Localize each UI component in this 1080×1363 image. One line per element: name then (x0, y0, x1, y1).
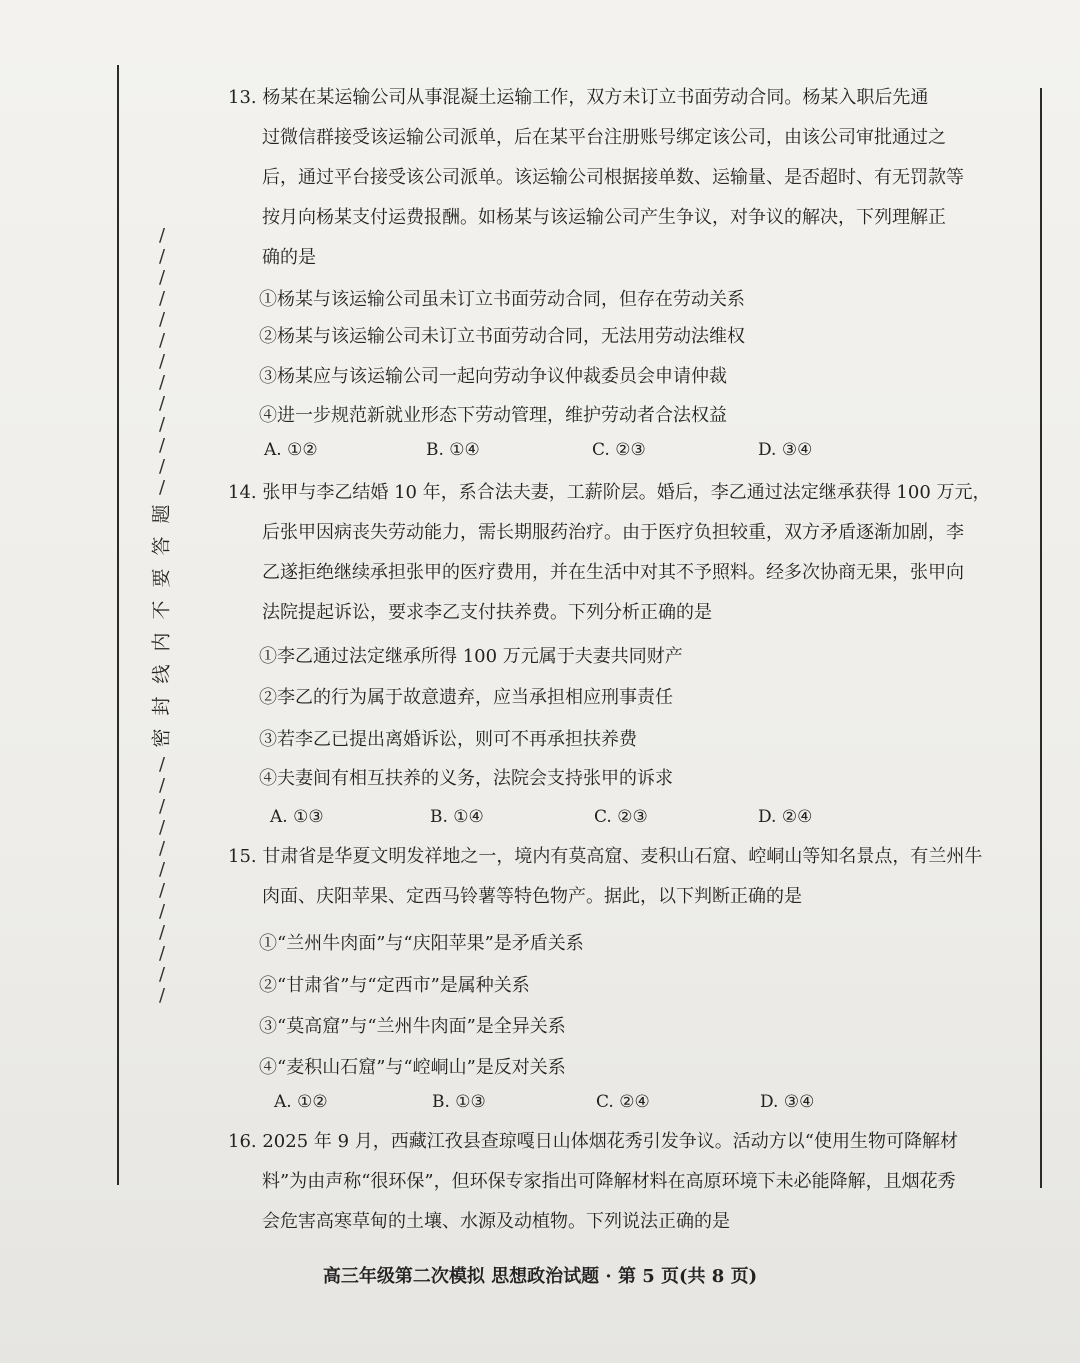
seal-slash: / (158, 922, 166, 943)
question-text-line: 过微信群接受该运输公司派单，后在某平台注册账号绑定该公司，由该公司审批通过之 (262, 127, 946, 148)
choice-d: D. ②④ (758, 807, 813, 827)
choice-c: C. ②③ (592, 440, 646, 460)
q14-choices (264, 807, 964, 837)
choice-c: C. ②④ (596, 1092, 650, 1112)
q14-option-4: ④夫妻间有相互扶养的义务，法院会支持张甲的诉求 (259, 768, 673, 789)
seal-slash: / (158, 225, 166, 246)
seal-slash: / (158, 859, 166, 880)
left-border-line (117, 65, 119, 1185)
choice-c: C. ②③ (594, 807, 648, 827)
question-text-line: 13. 杨某在某运输公司从事混凝土运输工作，双方未订立书面劳动合同。杨某入职后先通 (228, 87, 929, 108)
seal-slash: / (158, 309, 166, 330)
q13-option-3: ③杨某应与该运输公司一起向劳动争议仲裁委员会申请仲裁 (259, 366, 727, 387)
seal-slash: / (158, 372, 166, 393)
seal-slash: / (158, 477, 166, 498)
seal-char: 封 (150, 696, 173, 716)
q13-choices (264, 440, 964, 470)
seal-slash: / (158, 351, 166, 372)
seal-char: 题 (150, 504, 173, 524)
question-text-line: 后，通过平台接受该公司派单。该运输公司根据接单数、运输量、是否超时、有无罚款等 (262, 167, 964, 188)
q14-option-1: ①李乙通过法定继承所得 100 万元属于夫妻共同财产 (259, 646, 683, 667)
q13-option-4: ④进一步规范新就业形态下劳动管理，维护劳动者合法权益 (259, 405, 727, 426)
seal-slash: / (158, 754, 166, 775)
question-text-line: 肉面、庆阳苹果、定西马铃薯等特色物产。据此，以下判断正确的是 (262, 886, 802, 907)
seal-slash: / (158, 817, 166, 838)
choice-b: B. ①③ (432, 1092, 486, 1112)
seal-line-column (142, 225, 182, 1125)
question-15 (228, 837, 998, 917)
choice-a: A. ①② (274, 1092, 328, 1112)
question-14 (228, 473, 998, 633)
seal-slash: / (158, 838, 166, 859)
q15-option-3: ③“莫高窟”与“兰州牛肉面”是全异关系 (259, 1016, 566, 1037)
choice-b: B. ①④ (430, 807, 484, 827)
seal-char: 内 (150, 632, 173, 652)
question-text-line: 乙遂拒绝继续承担张甲的医疗费用，并在生活中对其不予照料。经多次协商无果，张甲向 (262, 562, 964, 583)
question-13 (228, 78, 998, 278)
seal-slash: / (158, 901, 166, 922)
question-text-line: 后张甲因病丧失劳动能力，需长期服药治疗。由于医疗负担较重，双方矛盾逐渐加剧，李 (262, 522, 964, 543)
q13-option-2: ②杨某与该运输公司未订立书面劳动合同，无法用劳动法维权 (259, 326, 745, 347)
right-border-line (1040, 88, 1042, 1188)
seal-slash: / (158, 414, 166, 435)
choice-d: D. ③④ (758, 440, 813, 460)
q14-option-2: ②李乙的行为属于故意遗弃，应当承担相应刑事责任 (259, 687, 673, 708)
seal-slash: / (158, 330, 166, 351)
question-16 (228, 1122, 998, 1242)
q15-option-1: ①“兰州牛肉面”与“庆阳苹果”是矛盾关系 (259, 933, 584, 954)
q13-option-1: ①杨某与该运输公司虽未订立书面劳动合同，但存在劳动关系 (259, 289, 745, 310)
seal-slash: / (158, 393, 166, 414)
seal-slash: / (158, 456, 166, 477)
q15-option-2: ②“甘肃省”与“定西市”是属种关系 (259, 975, 530, 996)
seal-char: 要 (150, 568, 173, 588)
seal-char: 答 (150, 536, 173, 556)
seal-slash: / (158, 288, 166, 309)
q15-option-4: ④“麦积山石窟”与“崆峒山”是反对关系 (259, 1057, 566, 1078)
choice-a: A. ①② (264, 440, 318, 460)
q15-choices (264, 1092, 964, 1122)
seal-slash: / (158, 267, 166, 288)
seal-char: 线 (150, 664, 173, 684)
seal-char: 不 (150, 600, 173, 620)
question-text-line: 法院提起诉讼，要求李乙支付扶养费。下列分析正确的是 (262, 602, 712, 623)
question-text-line: 15. 甘肃省是华夏文明发祥地之一，境内有莫高窟、麦积山石窟、崆峒山等知名景点，有兰州牛 (228, 846, 983, 867)
question-text-line: 16. 2025 年 9 月，西藏江孜县查琼嘎日山体烟花秀引发争议。活动方以“使用生物可降解材 (228, 1131, 958, 1152)
choice-a: A. ①③ (270, 807, 324, 827)
seal-slash: / (158, 796, 166, 817)
question-text-line: 会危害高寒草甸的土壤、水源及动植物。下列说法正确的是 (262, 1211, 730, 1232)
q14-option-3: ③若李乙已提出离婚诉讼，则可不再承担扶养费 (259, 729, 637, 750)
choice-b: B. ①④ (426, 440, 480, 460)
page-footer: 高三年级第二次模拟 思想政治试题 · 第 5 页(共 8 页) (322, 1266, 758, 1287)
seal-slash: / (158, 435, 166, 456)
choice-d: D. ③④ (760, 1092, 815, 1112)
seal-slash: / (158, 880, 166, 901)
seal-slash: / (158, 775, 166, 796)
seal-slash: / (158, 943, 166, 964)
question-text-line: 按月向杨某支付运费报酬。如杨某与该运输公司产生争议，对争议的解决，下列理解正 (262, 207, 946, 228)
question-text-line: 确的是 (262, 247, 316, 268)
seal-slash: / (158, 985, 166, 1006)
seal-slash: / (158, 246, 166, 267)
question-text-line: 料”为由声称“很环保”，但环保专家指出可降解材料在高原环境下未必能降解，且烟花秀 (262, 1171, 956, 1192)
question-text-line: 14. 张甲与李乙结婚 10 年，系合法夫妻，工薪阶层。婚后，李乙通过法定继承获得 100 万元， (228, 482, 991, 503)
seal-char: 密 (150, 728, 173, 748)
seal-slash: / (158, 964, 166, 985)
